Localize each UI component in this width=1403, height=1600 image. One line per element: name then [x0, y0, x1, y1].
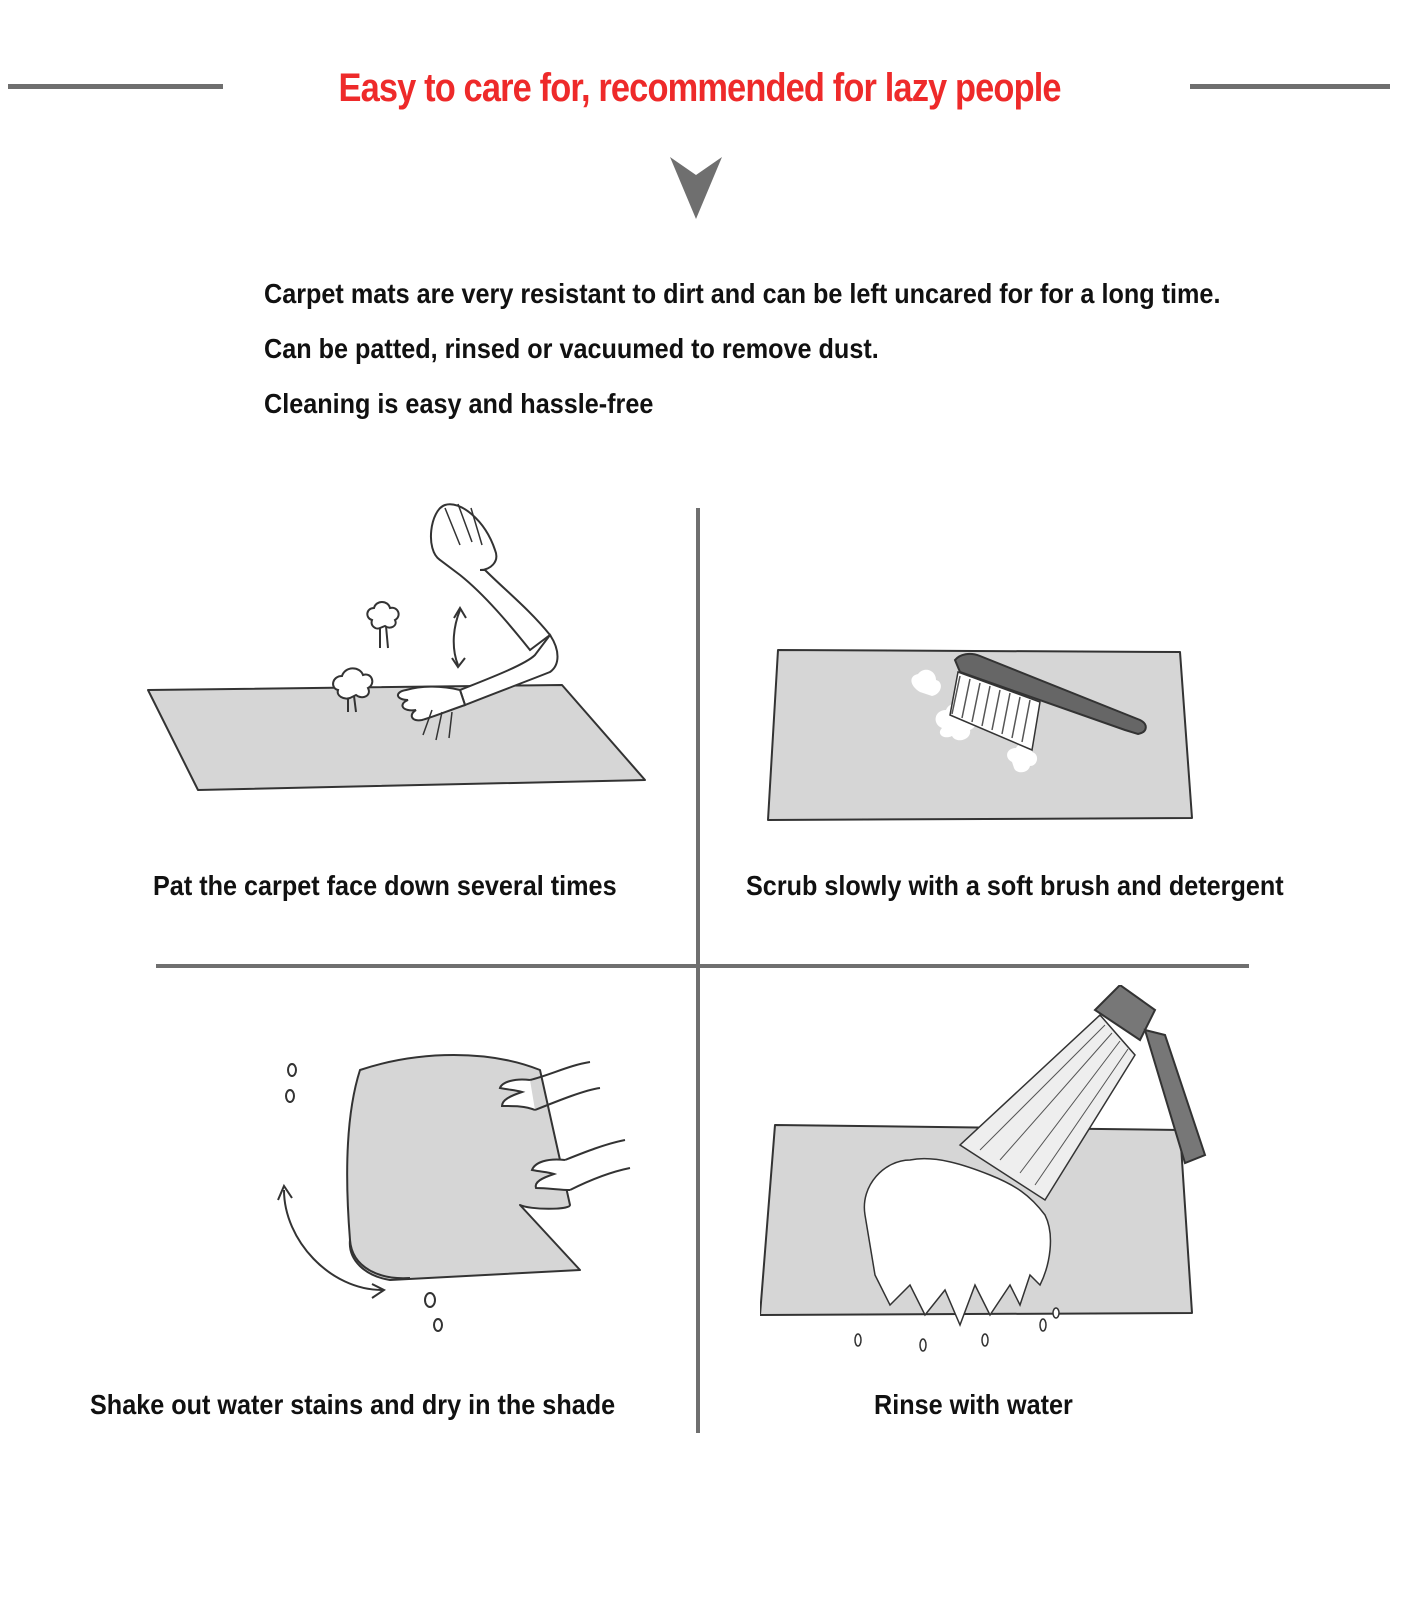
- page-title: Easy to care for, recommended for lazy people: [338, 66, 1061, 110]
- intro-line: Carpet mats are very resistant to dirt and can be left uncared for for a long time.: [264, 278, 1221, 309]
- step-caption-pat: Pat the carpet face down several times: [153, 870, 617, 901]
- shower-rinsing-carpet-icon: [760, 985, 1230, 1355]
- step-caption-rinse: Rinse with water: [874, 1389, 1073, 1420]
- grid-divider-horizontal: [156, 964, 1249, 968]
- intro-line: Can be patted, rinsed or vacuumed to remove dust.: [264, 333, 879, 364]
- intro-line: Cleaning is easy and hassle-free: [264, 388, 654, 419]
- triangle-down-icon: [668, 155, 724, 221]
- grid-divider-vertical: [696, 508, 700, 1433]
- hands-shaking-carpet-icon: [270, 1040, 650, 1370]
- brush-scrubbing-carpet-icon: [760, 630, 1220, 830]
- hand-patting-carpet-icon: [140, 500, 660, 810]
- step-caption-scrub: Scrub slowly with a soft brush and detergent: [746, 870, 1284, 901]
- step-caption-shake: Shake out water stains and dry in the shade: [90, 1389, 616, 1420]
